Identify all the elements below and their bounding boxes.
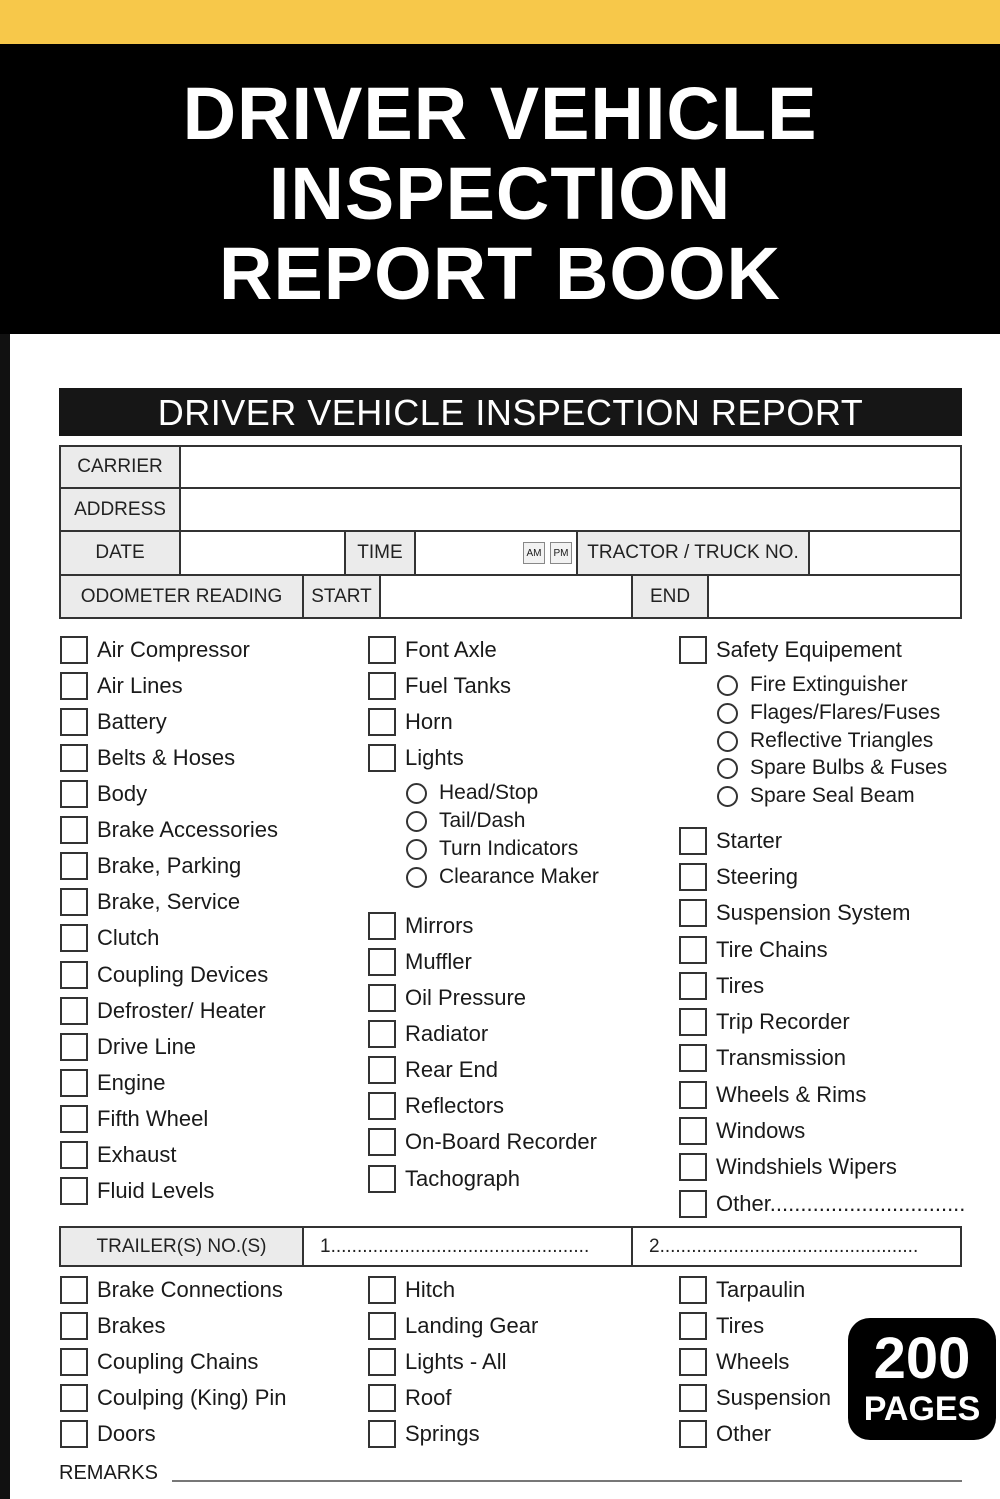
badge-number: 200 <box>873 1326 971 1391</box>
checklist-item[interactable] <box>60 1419 156 1449</box>
checklist-item[interactable] <box>368 1164 520 1194</box>
checkbox-icon[interactable] <box>679 636 707 664</box>
checklist-item[interactable] <box>679 862 798 892</box>
item-label: Reflectors <box>405 1093 505 1118</box>
checkbox-icon[interactable] <box>368 912 396 940</box>
checklist-item[interactable] <box>60 851 241 881</box>
checkbox-icon[interactable] <box>60 1141 88 1169</box>
radio-icon[interactable] <box>717 703 738 724</box>
item-label: Defroster/ Heater <box>97 997 266 1023</box>
checklist-item[interactable] <box>368 1275 455 1305</box>
odometer-label: ODOMETER READING <box>59 574 304 619</box>
checkbox-icon[interactable] <box>679 1420 707 1448</box>
item-label: Starter <box>716 828 783 853</box>
cover-title <box>0 44 1000 334</box>
item-label: Transmission <box>716 1045 846 1070</box>
checkbox-icon[interactable] <box>368 948 396 976</box>
item-label: Springs <box>405 1421 480 1446</box>
address-field[interactable] <box>179 487 962 532</box>
start-label: START <box>302 574 381 619</box>
checklist-item[interactable] <box>368 635 497 665</box>
checkbox-icon[interactable] <box>368 1420 396 1448</box>
date-label: DATE <box>59 530 181 576</box>
checkbox-icon[interactable] <box>60 1348 88 1376</box>
checkbox-icon[interactable] <box>60 997 88 1025</box>
checklist-item[interactable] <box>368 947 472 977</box>
radio-item[interactable] <box>717 670 908 700</box>
item-label: Brake Accessories <box>97 817 278 843</box>
checklist-item[interactable] <box>679 1007 850 1037</box>
checklist-item[interactable] <box>60 635 250 665</box>
checklist-item[interactable] <box>60 815 278 845</box>
item-label: Lights <box>405 745 464 770</box>
item-label: Coupling Devices <box>97 961 269 987</box>
am-box[interactable]: AM <box>523 542 545 564</box>
item-label: Muffler <box>405 949 472 974</box>
checklist-item[interactable] <box>60 1383 287 1413</box>
checkbox-icon[interactable] <box>368 636 396 664</box>
checkbox-icon[interactable] <box>60 1384 88 1412</box>
item-label: Battery <box>97 709 167 735</box>
item-label: Font Axle <box>405 637 497 662</box>
page-count-badge <box>848 1318 996 1440</box>
item-label: Body <box>97 781 148 807</box>
item-label: Horn <box>405 709 453 734</box>
item-label: Drive Line <box>97 1033 197 1059</box>
end-field[interactable] <box>707 574 962 619</box>
checklist-item[interactable] <box>368 1383 451 1413</box>
item-label: Turn Indicators <box>439 837 579 860</box>
checkbox-icon[interactable] <box>679 936 707 964</box>
checkbox-icon[interactable] <box>679 1384 707 1412</box>
checkbox-icon[interactable] <box>60 1105 88 1133</box>
checklist-item[interactable] <box>60 923 159 953</box>
checklist-item[interactable] <box>679 826 782 856</box>
trailer-slot-2[interactable]: 2................................................. <box>631 1226 962 1267</box>
item-label: Tarpaulin <box>716 1277 806 1302</box>
checklist-item[interactable] <box>679 1189 965 1219</box>
item-label: Flages/Flares/Fuses <box>750 701 941 724</box>
checklist-item[interactable] <box>679 898 910 928</box>
checklist-item[interactable] <box>60 1140 177 1170</box>
cover-title-line: DRIVER VEHICLE <box>182 72 818 155</box>
radio-item[interactable] <box>717 753 947 783</box>
checkbox-icon[interactable] <box>368 1165 396 1193</box>
item-label: Wheels & Rims <box>716 1082 867 1107</box>
item-label: Reflective Triangles <box>750 729 934 752</box>
checklist-item[interactable] <box>60 743 235 773</box>
checklist-item[interactable] <box>60 1068 166 1098</box>
item-label: Steering <box>716 864 798 889</box>
item-label: Suspension <box>716 1385 831 1410</box>
item-label: Wheels <box>716 1349 790 1374</box>
checklist-item[interactable] <box>368 1419 480 1449</box>
checkbox-icon[interactable] <box>679 899 707 927</box>
report-title: DRIVER VEHICLE INSPECTION REPORT <box>59 388 962 436</box>
item-label: Belts & Hoses <box>97 745 236 771</box>
checkbox-icon[interactable] <box>60 708 88 736</box>
checkbox-icon[interactable] <box>679 972 707 1000</box>
item-label: Air Compressor <box>97 637 250 662</box>
checklist-item[interactable] <box>679 1043 846 1073</box>
checklist-item[interactable] <box>60 1032 196 1062</box>
item-label: Spare Bulbs & Fuses <box>750 756 948 779</box>
checkbox-icon[interactable] <box>368 672 396 700</box>
tractor-label: TRACTOR / TRUCK NO. <box>576 530 810 576</box>
checklist-item[interactable] <box>679 1275 805 1305</box>
checklist-item[interactable] <box>679 1116 805 1146</box>
checkbox-icon[interactable] <box>368 708 396 736</box>
checkbox-icon[interactable] <box>368 1128 396 1156</box>
checklist-item[interactable] <box>679 935 828 965</box>
checklist-item[interactable] <box>60 671 183 701</box>
checklist-item[interactable] <box>60 707 167 737</box>
checkbox-icon[interactable] <box>679 1348 707 1376</box>
item-label: Windshiels Wipers <box>716 1154 897 1179</box>
checkbox-icon[interactable] <box>60 888 88 916</box>
checklist-item[interactable] <box>60 1176 214 1206</box>
checklist-item[interactable] <box>368 1055 498 1085</box>
checklist-item[interactable] <box>60 1347 258 1377</box>
item-label: Rear End <box>405 1057 498 1082</box>
checklist-item[interactable] <box>60 996 266 1026</box>
item-label: Roof <box>405 1385 452 1410</box>
radio-item[interactable] <box>717 698 940 728</box>
checklist-item[interactable] <box>368 1127 597 1157</box>
checklist-item[interactable] <box>679 1080 866 1110</box>
item-label: Tires <box>716 1313 765 1338</box>
checklist-item[interactable] <box>368 671 511 701</box>
checklist-item[interactable] <box>679 1152 897 1182</box>
checkbox-icon[interactable] <box>60 852 88 880</box>
checklist-item[interactable] <box>368 1347 507 1377</box>
checkbox-icon[interactable] <box>60 1177 88 1205</box>
checklist-item[interactable] <box>60 887 240 917</box>
item-label: Hitch <box>405 1277 456 1302</box>
radio-icon[interactable] <box>406 839 427 860</box>
item-label: Clearance Maker <box>439 865 599 888</box>
radio-item[interactable] <box>717 781 915 811</box>
trailer-label: TRAILER(S) NO.(S) <box>59 1226 304 1267</box>
item-label: Safety Equipement <box>716 637 902 662</box>
checklist-item[interactable] <box>60 1275 283 1305</box>
radio-item[interactable] <box>406 778 538 808</box>
item-label: Tire Chains <box>716 937 828 962</box>
badge-label: PAGES <box>863 1390 981 1428</box>
checkbox-icon[interactable] <box>60 961 88 989</box>
trailer-slot-1[interactable]: 1................................................. <box>302 1226 633 1267</box>
item-label: Exhaust <box>97 1141 177 1167</box>
checklist-item[interactable] <box>679 1383 831 1413</box>
item-label: Fuel Tanks <box>405 673 511 698</box>
radio-icon[interactable] <box>717 675 738 696</box>
address-label: ADDRESS <box>59 487 181 532</box>
checklist-item[interactable] <box>368 911 473 941</box>
checkbox-icon[interactable] <box>368 984 396 1012</box>
checkbox-icon[interactable] <box>60 1033 88 1061</box>
start-field[interactable] <box>379 574 633 619</box>
item-label: Tires <box>716 973 765 998</box>
radio-item[interactable] <box>406 834 578 864</box>
checklist-item[interactable] <box>679 971 764 1001</box>
checkbox-icon[interactable] <box>368 1092 396 1120</box>
cover-title-line: INSPECTION <box>268 152 732 235</box>
end-label: END <box>631 574 709 619</box>
item-label: Spare Seal Beam <box>750 784 915 807</box>
checklist-item[interactable] <box>368 1019 488 1049</box>
checkbox-icon[interactable] <box>368 1312 396 1340</box>
item-label: Brakes <box>97 1313 166 1338</box>
carrier-label: CARRIER <box>59 445 181 489</box>
item-label: Tachograph <box>405 1166 520 1191</box>
checkbox-icon[interactable] <box>60 744 88 772</box>
checklist-item[interactable] <box>368 743 464 773</box>
checkbox-icon[interactable] <box>679 1312 707 1340</box>
checkbox-icon[interactable] <box>60 636 88 664</box>
checkbox-icon[interactable] <box>60 672 88 700</box>
item-label: Lights - All <box>405 1349 507 1374</box>
checkbox-icon[interactable] <box>679 1044 707 1072</box>
checkbox-icon[interactable] <box>679 1153 707 1181</box>
checklist-item[interactable] <box>60 779 147 809</box>
checklist-item[interactable] <box>60 1311 165 1341</box>
checkbox-icon[interactable] <box>60 1420 88 1448</box>
remarks-label: REMARKS <box>59 1462 158 1484</box>
radio-icon[interactable] <box>717 758 738 779</box>
item-label: Brake, Parking <box>97 853 242 879</box>
checklist-item[interactable] <box>60 960 268 990</box>
item-label: Fluid Levels <box>97 1177 215 1203</box>
checkbox-icon[interactable] <box>60 1312 88 1340</box>
item-label: Other................................ <box>716 1191 966 1216</box>
checkbox-icon[interactable] <box>679 827 707 855</box>
top-color-band <box>0 0 1000 44</box>
checkbox-icon[interactable] <box>60 1276 88 1304</box>
item-label: Radiator <box>405 1021 489 1046</box>
checkbox-icon[interactable] <box>60 924 88 952</box>
item-label: Engine <box>97 1069 166 1095</box>
checkbox-icon[interactable] <box>679 1008 707 1036</box>
radio-icon[interactable] <box>406 867 427 888</box>
checkbox-icon[interactable] <box>60 780 88 808</box>
item-label: Air Lines <box>97 673 183 699</box>
checkbox-icon[interactable] <box>679 863 707 891</box>
item-label: Coupling Chains <box>97 1349 259 1374</box>
item-label: Oil Pressure <box>405 985 527 1010</box>
radio-item[interactable] <box>406 806 525 836</box>
checklist-item[interactable] <box>679 1311 764 1341</box>
checkbox-icon[interactable] <box>368 1348 396 1376</box>
item-label: Coulping (King) Pin <box>97 1385 287 1410</box>
checkbox-icon[interactable] <box>368 1384 396 1412</box>
radio-item[interactable] <box>717 726 933 756</box>
checklist-item[interactable] <box>368 707 453 737</box>
checklist-item[interactable] <box>679 1419 771 1449</box>
checkbox-icon[interactable] <box>368 1276 396 1304</box>
item-label: On-Board Recorder <box>405 1129 597 1154</box>
item-label: Fire Extinguisher <box>750 673 908 696</box>
pm-box[interactable]: PM <box>550 542 572 564</box>
radio-icon[interactable] <box>717 786 738 807</box>
item-label: Head/Stop <box>439 781 539 804</box>
checkbox-icon[interactable] <box>679 1117 707 1145</box>
item-label: Suspension System <box>716 900 911 925</box>
checklist-item[interactable] <box>368 1311 538 1341</box>
checkbox-icon[interactable] <box>60 816 88 844</box>
date-field[interactable] <box>179 530 346 576</box>
checklist-item[interactable] <box>368 1091 504 1121</box>
carrier-field[interactable] <box>179 445 962 489</box>
checkbox-icon[interactable] <box>368 1056 396 1084</box>
checkbox-icon[interactable] <box>368 744 396 772</box>
left-edge <box>0 334 10 1499</box>
checklist-item[interactable] <box>679 635 902 665</box>
radio-icon[interactable] <box>406 783 427 804</box>
radio-icon[interactable] <box>717 731 738 752</box>
checkbox-icon[interactable] <box>368 1020 396 1048</box>
item-label: Tail/Dash <box>439 809 526 832</box>
remarks-line[interactable] <box>172 1480 962 1482</box>
item-label: Brake Connections <box>97 1277 283 1302</box>
item-label: Doors <box>97 1421 156 1446</box>
time-label: TIME <box>344 530 416 576</box>
radio-item[interactable] <box>406 862 599 892</box>
item-label: Windows <box>716 1118 806 1143</box>
item-label: Trip Recorder <box>716 1009 850 1034</box>
item-label: Landing Gear <box>405 1313 539 1338</box>
item-label: Other <box>716 1421 772 1446</box>
item-label: Mirrors <box>405 913 474 938</box>
radio-icon[interactable] <box>406 811 427 832</box>
checklist-item[interactable] <box>60 1104 208 1134</box>
tractor-field[interactable] <box>808 530 962 576</box>
item-label: Fifth Wheel <box>97 1105 209 1131</box>
checkbox-icon[interactable] <box>679 1081 707 1109</box>
checklist-item[interactable] <box>679 1347 789 1377</box>
checkbox-icon[interactable] <box>60 1069 88 1097</box>
checkbox-icon[interactable] <box>679 1190 707 1218</box>
checkbox-icon[interactable] <box>679 1276 707 1304</box>
item-label: Brake, Service <box>97 889 241 915</box>
checklist-item[interactable] <box>368 983 526 1013</box>
cover-title-line: REPORT BOOK <box>219 232 781 315</box>
item-label: Clutch <box>97 925 160 951</box>
